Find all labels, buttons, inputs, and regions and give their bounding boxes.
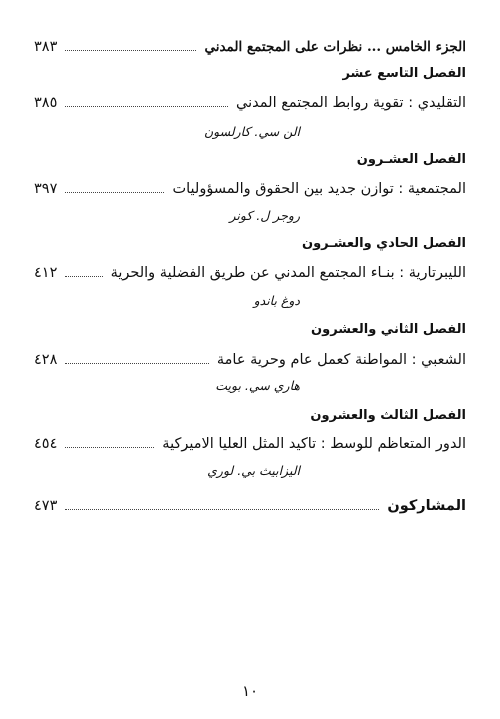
dot-leader [65,50,196,51]
toc-part-entry [34,36,466,58]
page-ref: ٣٩٧ [34,181,58,197]
chapter-author: روجر ل. كونر [229,208,300,223]
page-ref: ٤٢٨ [34,352,58,368]
chapter-heading: الفصل الحادي والعشـرون [301,236,466,251]
dot-leader [65,106,228,107]
chapter-author: الن سي. كارلسون [203,124,300,139]
chapter-heading: الفصل العشـرون [356,152,466,167]
toc-chapter-entry [34,262,466,284]
contributors-title: المشاركون [387,498,466,514]
toc-chapter-entry [34,433,466,455]
toc-chapter-entry [34,349,466,371]
dot-leader [65,192,164,193]
dot-leader [65,363,209,364]
page-ref: ٤٧٣ [34,498,58,514]
toc-chapter-entry [34,178,466,200]
page-number: ١٠ [241,682,259,700]
chapter-title: التقليدي : تقوية روابط المجتمع المدني [236,95,466,111]
chapter-heading: الفصل الثالث والعشرون [310,408,466,423]
chapter-author: هاري سي. بويت [215,378,300,393]
chapter-title: الليبرتارية : بنـاء المجتمع المدني عن طريق الفضلية والحرية [110,265,466,281]
chapter-heading: الفصل الثاني والعشرون [311,322,466,337]
chapter-author: اليزابيث بي. لوري [207,463,300,478]
chapter-heading: الفصل التاسع عشر [342,66,466,81]
chapter-title: الدور المتعاظم للوسط : تاكيد المثل العليا الاميركية [162,436,466,452]
page-ref: ٤١٢ [34,265,58,281]
page-ref: ٤٥٤ [34,436,58,452]
toc-contributors-entry [34,495,466,517]
dot-leader [65,447,154,448]
page-ref: ٣٨٥ [34,95,58,111]
part-title: الجزء الخامس ... نظرات على المجتمع المدني [204,39,466,55]
dot-leader [65,276,102,277]
chapter-title: المجتمعية : توازن جديد بين الحقوق والمسؤوليات [172,181,466,197]
dot-leader [65,509,379,510]
page-ref: ٣٨٣ [34,39,58,55]
toc-chapter-entry [34,92,466,114]
chapter-author: دوغ باندو [253,293,300,308]
chapter-title: الشعبي : المواطنة كعمل عام وحرية عامة [216,352,466,368]
